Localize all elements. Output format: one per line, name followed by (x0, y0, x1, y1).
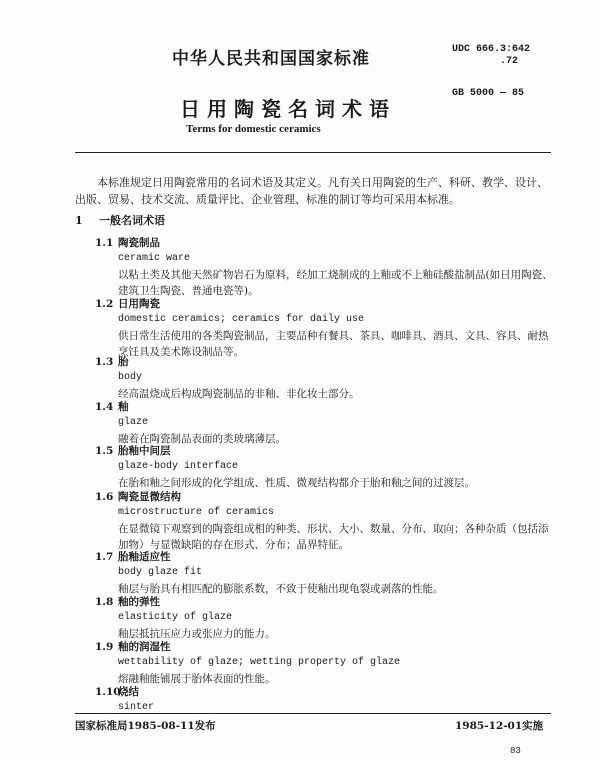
term-english: microstructure of ceramics (118, 507, 275, 518)
udc-code (452, 44, 530, 68)
term-name: 釉的润湿性 (118, 641, 171, 653)
section-title: 一般名词术语 (99, 214, 165, 227)
issue-date: 国家标准局1985-08-11发布 (75, 720, 216, 732)
term-number: 1.5 (95, 445, 114, 457)
term-english: domestic ceramics; ceramics for daily use (118, 314, 365, 325)
term-name: 胎釉适应性 (118, 551, 171, 563)
term-english: wettability of glaze; wetting property of glaze (118, 657, 401, 668)
term-definition: 熔融釉能铺展于胎体表面的性能。 (118, 673, 276, 685)
term-name: 釉的弹性 (118, 596, 160, 608)
term-number: 1.6 (95, 491, 114, 503)
term-number: 1.2 (95, 298, 114, 310)
term-english: body (118, 372, 143, 383)
term-english: ceramic ware (118, 253, 191, 264)
term-definition: 釉层抵抗压应力或张应力的能力。 (118, 628, 276, 640)
document-title: 日用陶瓷名词术语 (180, 97, 396, 121)
document-title-en: Terms for domestic ceramics (186, 123, 321, 135)
term-definition: 融着在陶瓷制品表面的类玻璃薄层。 (118, 433, 286, 445)
term-name: 胎 (118, 356, 129, 368)
term-name: 釉 (118, 401, 129, 413)
term-name: 日用陶瓷 (118, 298, 160, 310)
term-number: 1.4 (95, 401, 114, 413)
term-number: 1.3 (95, 356, 114, 368)
section-heading (75, 212, 165, 228)
page-number: 83 (510, 746, 521, 756)
section-number: 1 (75, 214, 83, 227)
term-english: sinter (118, 702, 155, 713)
term-name: 胎釉中间层 (118, 445, 171, 457)
term-name: 烧结 (118, 686, 139, 698)
standard-title: 中华人民共和国国家标准 (172, 49, 370, 69)
term-name: 陶瓷显微结构 (118, 491, 181, 503)
term-number: 1.7 (95, 551, 114, 563)
term-definition: 在显微镜下观察到的陶瓷组成相的种类、形状、大小、数量、分布、取向；各种杂质（包括添加物）与显微缺陷的存在形式、分布；晶界特征。 (118, 523, 549, 551)
term-definition: 以粘土类及其他天然矿物岩石为原料，经加工烧制成的上釉或不上釉硅酸盐制品(如日用陶瓷、建筑卫生陶瓷、普通电瓷等)。 (118, 269, 553, 297)
term-english: elasticity of glaze (118, 612, 233, 623)
term-english: body glaze fit (118, 567, 203, 578)
udc-line-1: UDC 666.3:642 (452, 44, 531, 55)
term-definition: 在胎和釉之间形成的化学组成、性质、微观结构都介于胎和釉之间的过渡层。 (118, 477, 475, 489)
effective-date: 1985-12-01实施 (455, 720, 544, 732)
term-definition: 釉层与胎具有相匹配的膨胀系数，不致于使釉出现龟裂或剥落的性能。 (118, 583, 444, 595)
term-english: glaze-body interface (118, 461, 239, 472)
term-english: glaze (118, 417, 149, 428)
term-number: 1.8 (95, 596, 114, 608)
term-definition: 经高温烧成后构成陶瓷制品的非釉、非化妆土部分。 (118, 388, 360, 400)
header-divider (75, 152, 551, 153)
term-number: 1.10 (95, 686, 121, 698)
term-definition: 供日常生活使用的各类陶瓷制品，主要品种有餐具、茶具、咖啡具、酒具、文具、容具、耐热烹饪具及美术陈设制品等。 (118, 330, 549, 358)
term-number: 1.1 (95, 237, 114, 249)
udc-line-2: .72 (500, 56, 519, 67)
gb-number: GB 5000 — 85 (452, 88, 525, 99)
term-name: 陶瓷制品 (118, 237, 160, 249)
intro-paragraph: 本标准规定日用陶瓷常用的名词术语及其定义。凡有关日用陶瓷的生产、科研、教学、设计、出版、贸易、技术交流、质量评比、企业管理、标准的制订等均可采用本标准。 (75, 176, 548, 206)
footer-divider (75, 713, 551, 714)
term-number: 1.9 (95, 641, 114, 653)
